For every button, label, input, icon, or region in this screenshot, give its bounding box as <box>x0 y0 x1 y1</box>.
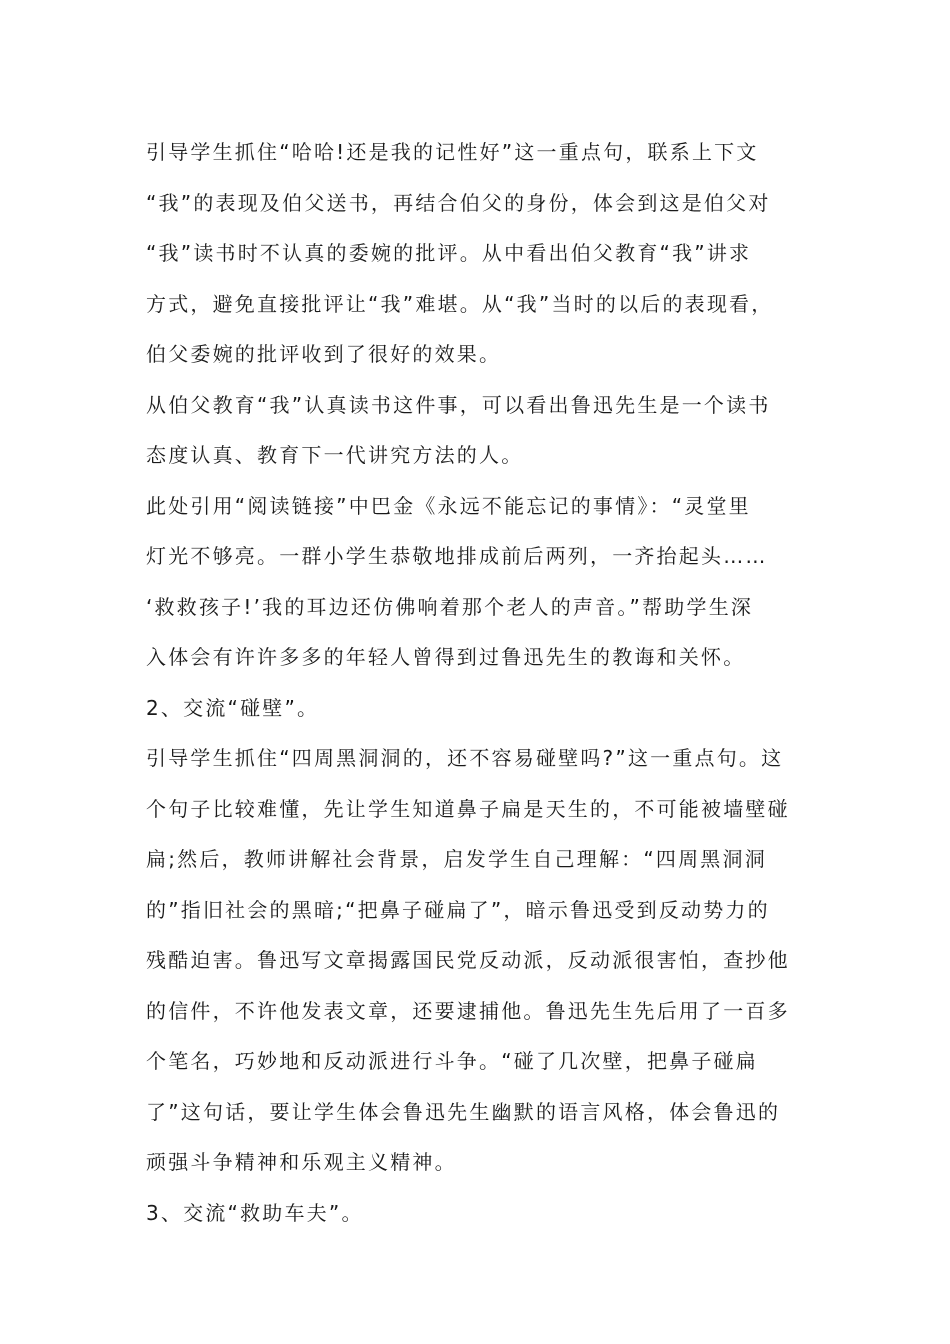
text-line: 从伯父教育“我”认真读书这件事，可以看出鲁迅先生是一个读书 <box>146 392 771 417</box>
text-line: 伯父委婉的批评收到了很好的效果。 <box>146 342 502 366</box>
text-line: 入体会有许许多多的年轻人曾得到过鲁迅先生的教诲和关怀。 <box>146 645 746 669</box>
text-line: 个笔名，巧妙地和反动派进行斗争。“碰了几次壁，把鼻子碰扁 <box>146 1049 758 1073</box>
section-heading: 2、交流“碰壁”。 <box>146 695 320 720</box>
text-line: 此处引用“阅读链接”中巴金《永远不能忘记的事情》：“灵堂里 <box>146 493 751 518</box>
text-line: 引导学生抓住“四周黑洞洞的，还不容易碰壁吗?”这一重点句。这 <box>146 746 784 770</box>
text-line: 了”这句话，要让学生体会鲁迅先生幽默的语言风格，体会鲁迅的 <box>146 1099 781 1124</box>
section-heading: 3、交流“救助车夫”。 <box>146 1200 364 1225</box>
text-line: “我”读书时不认真的委婉的批评。从中看出伯父教育“我”讲求 <box>146 241 752 265</box>
text-line: 的”指旧社会的黑暗;“把鼻子碰扁了”，暗示鲁迅受到反动势力的 <box>146 897 770 922</box>
text-line: 个句子比较难懂，先让学生知道鼻子扁是天生的，不可能被墙壁碰 <box>146 796 790 821</box>
text-line: 残酷迫害。鲁迅写文章揭露国民党反动派，反动派很害怕，查抄他 <box>146 948 790 972</box>
text-line: 引导学生抓住“哈哈!还是我的记性好”这一重点句，联系上下文 <box>146 140 759 164</box>
text-line: “我”的表现及伯父送书，再结合伯父的身份，体会到这是伯父对 <box>146 190 771 215</box>
body-text <box>146 127 826 1238</box>
text-line: 灯光不够亮。一群小学生恭敬地排成前后两列，一齐抬起头…… <box>146 544 768 568</box>
text-line: 顽强斗争精神和乐观主义精神。 <box>146 1150 457 1174</box>
text-line: 方式，避免直接批评让“我”难堪。从“我”当时的以后的表现看， <box>146 291 774 316</box>
text-line: 态度认真、教育下一代讲究方法的人。 <box>146 443 524 467</box>
text-line: ‘救救孩子!’我的耳边还仿佛响着那个老人的声音。”帮助学生深 <box>146 594 754 619</box>
text-line: 的信件，不许他发表文章，还要逮捕他。鲁迅先生先后用了一百多 <box>146 998 790 1023</box>
text-line: 扁;然后，教师讲解社会背景，启发学生自己理解：“四周黑洞洞 <box>146 847 767 871</box>
